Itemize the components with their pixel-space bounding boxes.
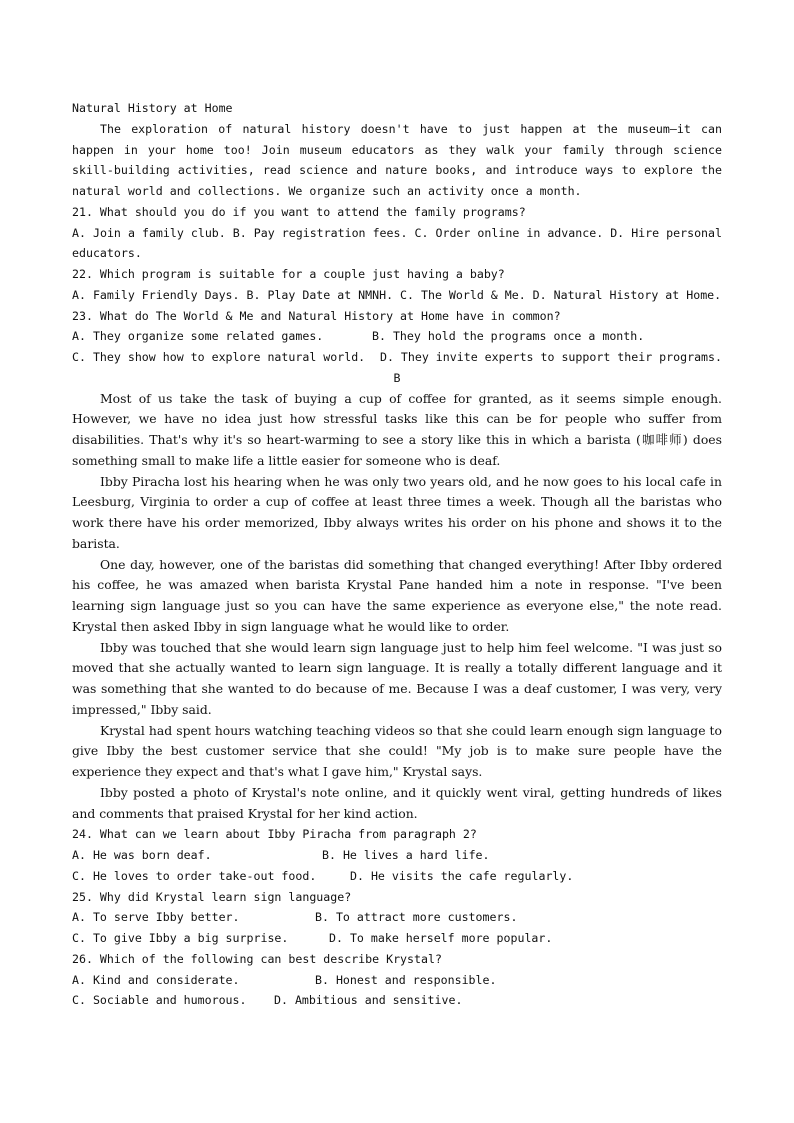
question-24-options-row-1 xyxy=(72,845,722,866)
question-26-option-d: D. Ambitious and sensitive. xyxy=(274,993,463,1008)
question-23-options-row-2 xyxy=(72,347,722,368)
question-26-option-a: A. Kind and considerate. xyxy=(72,972,240,987)
passage-b-paragraph-1: Most of us take the task of buying a cup of coffee for granted, as it seems simple enough. However, we have no idea just how stressful tasks like this can be for people who suffer from disabilities. That's why it's so heart-warming to see a story like this in which a barista (咖啡师) does something small to make life a little easier for someone who is deaf. xyxy=(72,390,722,468)
question-21-stem: 21. What should you do if you want to attend the family programs? xyxy=(72,204,526,219)
passage-b-paragraph-4: Ibby was touched that she would learn sign language just to help him feel welcome. "I was just so moved that she actually wanted to learn sign language. It is really a totally different language and it was something that she wanted to do because of me. Because I was a deaf customer, I was very, very impressed," Ibby said. xyxy=(72,639,722,717)
passage-b-paragraph-3: One day, however, one of the baristas did something that changed everything! After Ibby ordered his coffee, he was amazed when barista Krystal Pane handed him a note in response. "I've been learning sign language just so you can have the same experience as everyone else," the note read. Krystal then asked Ibby in sign language what he would like to order. xyxy=(72,556,722,634)
question-21-options: A. Join a family club. B. Pay registration fees. C. Order online in advance. D. Hire personal educators. xyxy=(72,225,722,261)
question-25-stem: 25. Why did Krystal learn sign language? xyxy=(72,889,352,904)
question-24-option-b: B. He lives a hard life. xyxy=(322,848,490,862)
passage-title: Natural History at Home xyxy=(72,101,233,115)
question-25-option-a: A. To serve Ibby better. xyxy=(72,910,240,925)
question-26-option-c: C. Sociable and humorous. xyxy=(72,993,247,1008)
question-26-option-b: B. Honest and responsible. xyxy=(315,972,497,987)
question-24-option-a: A. He was born deaf. xyxy=(72,848,212,862)
passage-b-paragraph-5: Krystal had spent hours watching teaching videos so that she could learn enough sign language to give Ibby the best customer service that she could! "My job is to make sure people have the experience they expect and that's what I gave him," Krystal says. xyxy=(72,722,722,779)
question-24-option-c: C. He loves to order take-out food. xyxy=(72,868,317,883)
passage-b-paragraph-6: Ibby posted a photo of Krystal's note online, and it quickly went viral, getting hundreds of likes and comments that praised Krystal for her kind action. xyxy=(72,784,722,821)
question-24-option-d: D. He visits the cafe regularly. xyxy=(350,868,574,883)
question-23-option-d: D. They invite experts to support their programs. xyxy=(379,350,722,364)
question-25-options-row-2 xyxy=(72,928,722,949)
passage-intro: The exploration of natural history doesn't have to just happen at the museum—it can happen in your home too! Join museum educators as they walk your family through science skill-building activities, read science and nature books, and introduce ways to explore the natural world and collections. We organize such an activity once a month. xyxy=(72,121,722,198)
question-25-options-row-1 xyxy=(72,907,722,928)
question-25-option-b: B. To attract more customers. xyxy=(315,910,518,925)
question-23-option-a: A. They organize some related games. xyxy=(72,329,324,344)
question-22-stem: 22. Which program is suitable for a couple just having a baby? xyxy=(72,267,505,281)
question-25-option-d: D. To make herself more popular. xyxy=(329,931,553,945)
passage-b-paragraph-2: Ibby Piracha lost his hearing when he was only two years old, and he now goes to his local cafe in Leesburg, Virginia to order a cup of coffee at least three times a week. Though all the baristas who work there have his order memorized, Ibby always writes his order on his phone and shows it to the barista. xyxy=(72,473,722,551)
question-25-option-c: C. To give Ibby a big surprise. xyxy=(72,931,289,945)
question-22-options: A. Family Friendly Days. B. Play Date at NMNH. C. The World & Me. D. Natural History at Home. xyxy=(72,287,722,302)
question-24-options-row-2 xyxy=(72,866,722,887)
question-23-options-row-1 xyxy=(72,326,722,347)
question-26-options-row-2 xyxy=(72,990,722,1011)
question-23-stem: 23. What do The World & Me and Natural History at Home have in common? xyxy=(72,308,561,323)
document-page xyxy=(72,98,722,1011)
question-24-stem: 24. What can we learn about Ibby Piracha from paragraph 2? xyxy=(72,827,477,842)
question-26-stem: 26. Which of the following can best describe Krystal? xyxy=(72,951,442,966)
question-23-option-b: B. They hold the programs once a month. xyxy=(372,329,645,344)
question-26-options-row-1 xyxy=(72,970,722,991)
section-b-label: B xyxy=(393,370,401,385)
question-23-option-c: C. They show how to explore natural world. xyxy=(72,350,366,364)
